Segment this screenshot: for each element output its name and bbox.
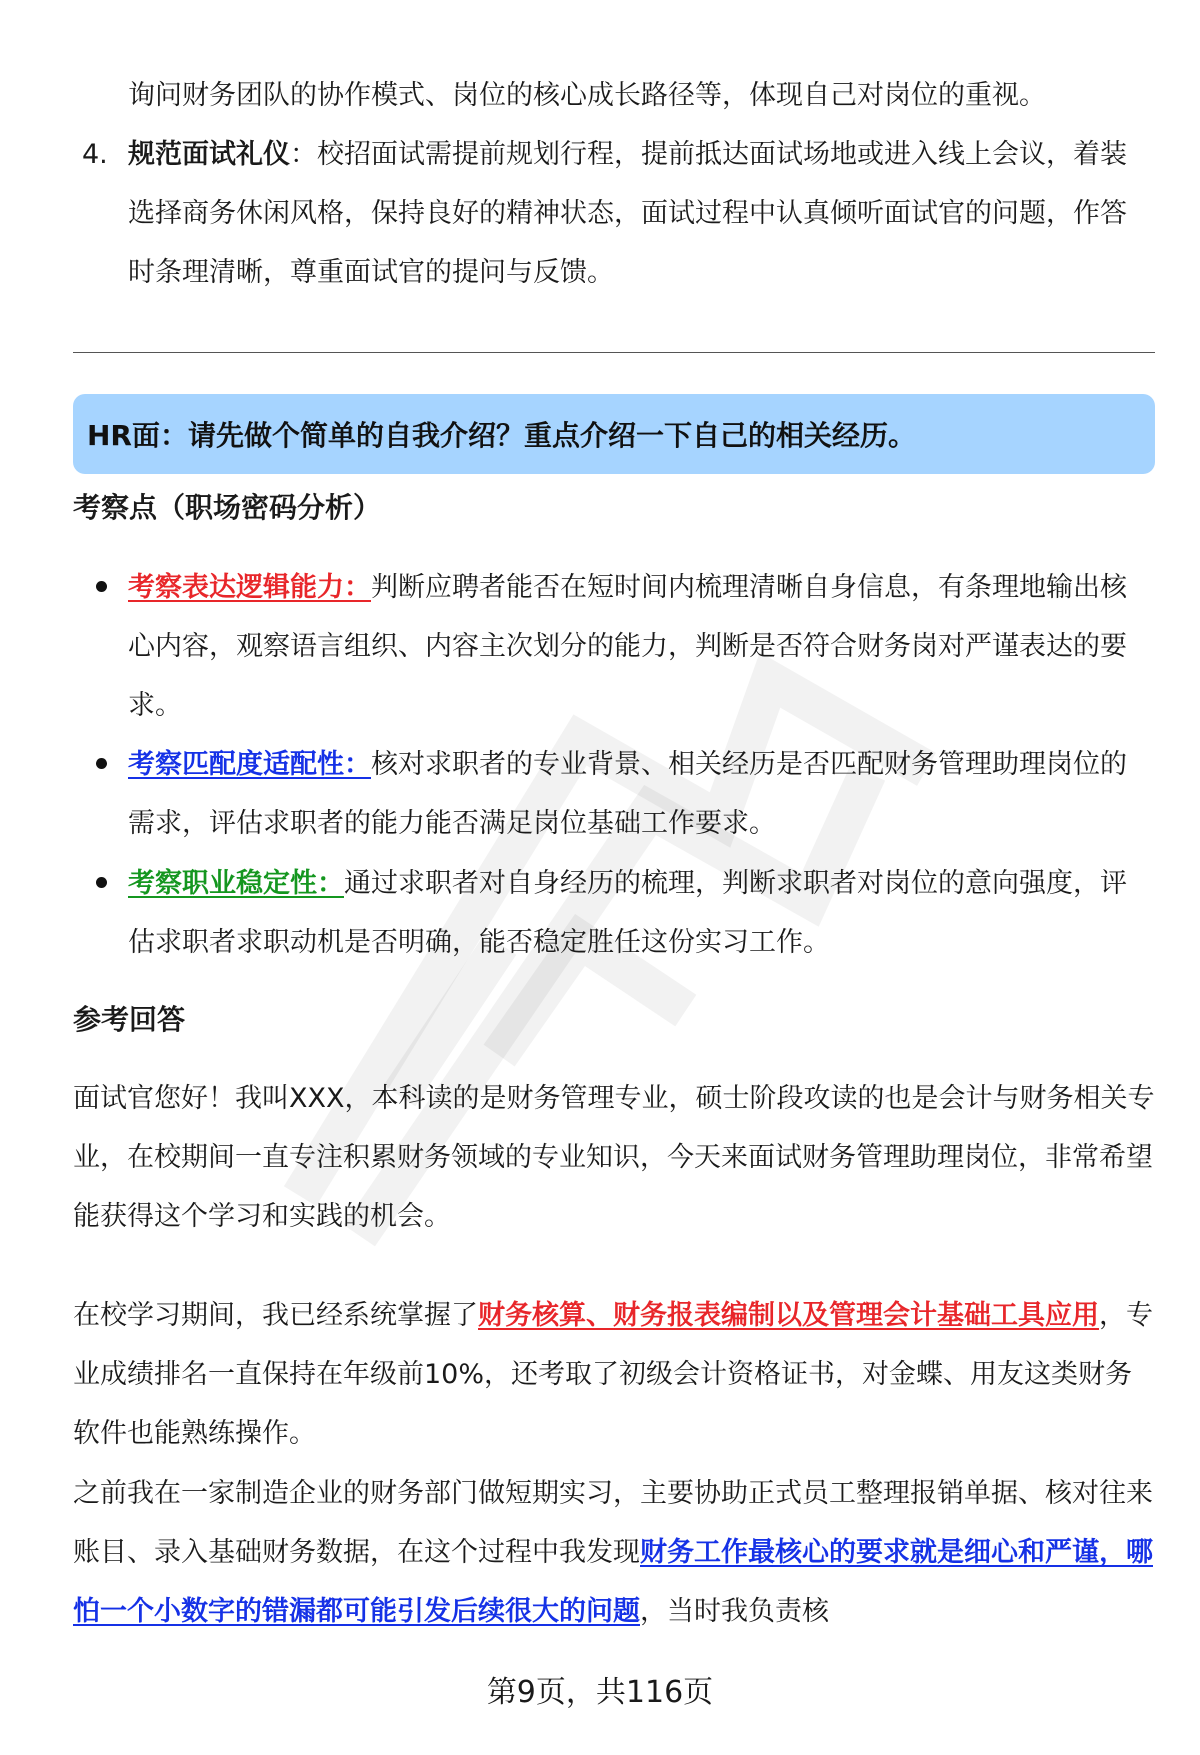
answer-highlight: 财务核算、财务报表编制以及管理会计基础工具应用 [478,1300,1099,1331]
answer-paragraph-2 [73,1286,1155,1463]
question-box [73,394,1155,474]
point-label: 考察职业稳定性： [128,868,344,899]
point-match-fit [128,735,1143,853]
intro-continuation: 询问财务团队的协作模式、岗位的核心成长路径等，体现自己对岗位的重视。 [128,80,1046,111]
answer-text: 在校学习期间，我已经系统掌握了 [73,1300,478,1331]
point-label: 考察表达逻辑能力： [128,572,371,603]
answer-highlight: 财务工作最核心的要求就是细心和严谨，哪怕一个小数字的错漏都可能引发后续很大的问题 [73,1537,1153,1627]
point-text: 判断应聘者能否在短时间内梳理清晰自身信息，有条理地输出核心内容，观察语言组织、内容主次划分的能力，判断是否符合财务岗对严谨表达的要求。 [128,572,1127,721]
bullet-icon [96,758,107,769]
answer-paragraph-1: 面试官您好！我叫XXX，本科读的是财务管理专业，硕士阶段攻读的也是会计与财务相关专业，在校期间一直专注积累财务领域的专业知识，今天来面试财务管理助理岗位，非常希望能获得这个学习和实践的机会。 [73,1083,1155,1232]
page-footer: 第9页，共116页 [486,1675,714,1710]
list-item-interview-etiquette [128,125,1143,302]
bullet-icon [96,581,107,592]
point-expression-logic [128,558,1143,735]
point-text: 核对求职者的专业背景、相关经历是否匹配财务管理助理岗位的需求，评估求职者的能力能否满足岗位基础工作要求。 [128,749,1127,839]
answer-heading: 参考回答 [73,1003,186,1036]
answer-text: ，当时我负责核 [640,1596,829,1627]
point-label: 考察匹配度适配性： [128,749,371,780]
answer-text: 之前我在一家制造企业的财务部门做短期实习，主要协助正式员工整理报销单据、核对往来账目、录入基础财务数据，在这个过程中我发现 [73,1478,1153,1568]
answer-paragraph-3 [73,1464,1155,1641]
point-career-stability [128,854,1143,972]
bullet-icon [96,877,107,888]
section-divider [73,352,1155,353]
list-item-text: ：校招面试需提前规划行程，提前抵达面试场地或进入线上会议，着装选择商务休闲风格，保持良好的精神状态，面试过程中认真倾听面试官的问题，作答时条理清晰，尊重面试官的提问与反馈。 [128,139,1127,288]
point-text: 通过求职者对自身经历的梳理，判断求职者对岗位的意向强度，评估求职者求职动机是否明确，能否稳定胜任这份实习工作。 [128,868,1127,958]
list-item-title: 规范面试礼仪 [128,139,290,170]
analysis-heading: 考察点（职场密码分析） [73,491,382,524]
question-text: HR面：请先做个简单的自我介绍？重点介绍一下自己的相关经历。 [87,419,916,452]
list-number-4: 4. [82,139,108,170]
answer-text: ，专业成绩排名一直保持在年级前10%，还考取了初级会计资格证书，对金蝶、用友这类财务软件也能熟练操作。 [73,1300,1153,1449]
